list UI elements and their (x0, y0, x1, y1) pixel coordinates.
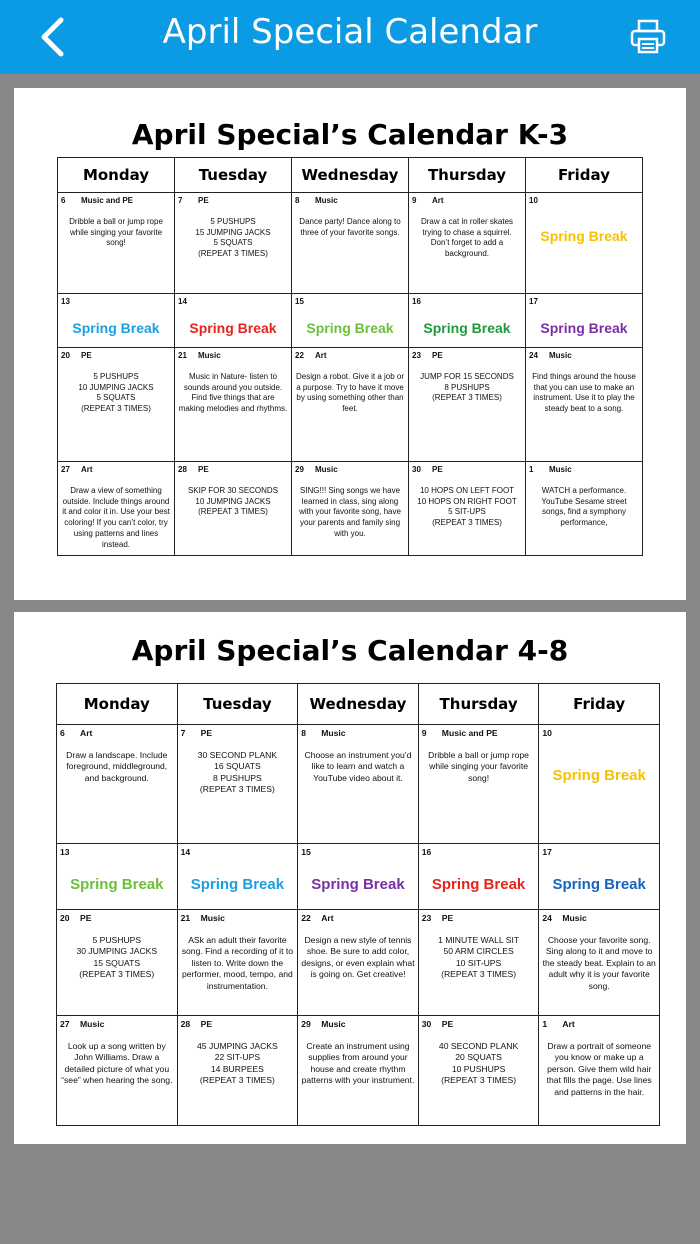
day-subject: Music (200, 913, 225, 923)
activity-text: Choose an instrument you’d like to learn and watch a YouTube video about it. (304, 749, 412, 783)
day-cell-header (542, 913, 656, 925)
day-subject: Art (80, 728, 93, 738)
day-subject: PE (441, 913, 454, 923)
day-cell-header (295, 297, 405, 308)
day-header: Friday (526, 158, 643, 193)
day-subject: Art (321, 913, 334, 923)
activity-text: Choose your favorite song. Sing along to it and move to the steady beat. Explain to an adult why it is your favorite song. (542, 934, 656, 991)
day-subject: PE (198, 196, 209, 205)
day-cell (58, 348, 175, 462)
day-subject: Music (562, 913, 587, 923)
day-number: 6 (61, 196, 66, 205)
day-cell (418, 910, 539, 1016)
calendar-table (56, 683, 660, 1126)
day-number: 15 (295, 297, 304, 306)
day-cell (177, 1016, 298, 1126)
week-row (57, 1016, 660, 1126)
day-number: 22 (301, 913, 311, 923)
day-number: 28 (180, 1019, 191, 1029)
day-cell-header (60, 847, 174, 859)
day-header: Monday (57, 684, 178, 725)
day-subject: Music and PE (81, 196, 134, 205)
day-cell-header (301, 913, 415, 925)
day-cell (539, 725, 660, 844)
day-cell-header (61, 196, 171, 207)
activity-text: 40 SECOND PLANK 20 SQUATS 10 PUSHUPS (REPEAT 3 TIMES) (438, 1040, 519, 1086)
day-subject: Art (432, 196, 444, 205)
day-number: 8 (301, 728, 306, 738)
spring-break-label: Spring Break (552, 766, 646, 784)
week-row (58, 193, 643, 294)
day-cell (292, 348, 409, 462)
day-cell-header (422, 1019, 536, 1031)
spring-break-label: Spring Break (540, 319, 628, 336)
day-header: Wednesday (292, 158, 409, 193)
day-number: 30 (421, 1019, 432, 1029)
spring-break-label: Spring Break (540, 227, 628, 244)
day-cell-header (301, 728, 415, 740)
day-cell (418, 844, 539, 910)
day-cell (418, 1016, 539, 1126)
day-number: 15 (301, 847, 311, 857)
day-number: 21 (180, 913, 191, 923)
day-header: Tuesday (175, 158, 292, 193)
day-number: 10 (529, 196, 538, 205)
day-cell-header (412, 465, 522, 476)
spring-break-label: Spring Break (189, 319, 277, 336)
day-subject: Art (562, 1019, 575, 1029)
week-row (57, 725, 660, 844)
day-number: 7 (178, 196, 183, 205)
activity-text: Draw a landscape. Include foreground, middleground, and background. (66, 749, 168, 783)
day-cell (57, 910, 178, 1016)
day-cell-header (60, 1019, 174, 1031)
day-cell (58, 462, 175, 556)
day-cell-header (178, 465, 288, 476)
activity-text: Dance party! Dance along to three of your favorite songs. (299, 216, 401, 237)
day-cell-header (60, 728, 174, 740)
day-cell (539, 844, 660, 910)
day-cell (298, 1016, 419, 1126)
day-cell (526, 294, 643, 348)
day-number: 27 (60, 1019, 70, 1029)
day-cell-header (181, 913, 295, 925)
day-cell (57, 725, 178, 844)
day-subject: Art (81, 465, 93, 474)
day-subject: PE (81, 351, 92, 360)
day-cell (177, 910, 298, 1016)
calendar-title: April Special’s Calendar K-3 (131, 118, 569, 151)
activity-text: Draw a portrait of someone you know or make up a person. Give them wild hair that fills the page. Use lines and patterns in the hair. (546, 1040, 652, 1097)
day-cell (58, 193, 175, 294)
day-number: 20 (60, 913, 70, 923)
day-header: Monday (58, 158, 175, 193)
day-cell-header (529, 297, 639, 308)
day-number: 16 (421, 847, 432, 857)
app-header (0, 0, 700, 74)
day-number: 1 (542, 1019, 548, 1029)
activity-text: Music in Nature- listen to sounds around you outside. Find five things that are making melodies and rhythms. (178, 371, 288, 414)
day-cell (58, 294, 175, 348)
day-subject: Music (315, 465, 338, 474)
day-cell (409, 462, 526, 556)
print-button[interactable] (624, 14, 672, 60)
day-cell-header (178, 297, 288, 308)
day-cell (409, 193, 526, 294)
activity-text: 5 PUSHUPS 30 JUMPING JACKS 15 SQUATS (REPEAT 3 TIMES) (76, 934, 158, 980)
day-number: 7 (180, 728, 186, 738)
day-number: 22 (295, 351, 304, 360)
day-cell (57, 844, 178, 910)
day-header: Thursday (418, 684, 539, 725)
calendar-page-4-8 (14, 612, 686, 1144)
day-cell (175, 294, 292, 348)
spring-break-label: Spring Break (423, 319, 511, 336)
day-number: 28 (178, 465, 187, 474)
day-cell-header (61, 465, 171, 476)
activity-text: Find things around the house that you can use to make an instrument. Use it to play the steady beat to a song. (532, 371, 636, 414)
day-cell (418, 725, 539, 844)
day-cell-header (178, 196, 288, 207)
day-cell (175, 462, 292, 556)
day-subject: PE (198, 465, 209, 474)
app-title: April Special Calendar (162, 12, 538, 52)
day-cell (539, 1016, 660, 1126)
day-cell-header (181, 847, 295, 859)
day-header: Tuesday (177, 684, 298, 725)
activity-text: 5 PUSHUPS 15 JUMPING JACKS 5 SQUATS (REPEAT 3 TIMES) (195, 216, 271, 259)
day-cell (526, 193, 643, 294)
activity-text: 10 HOPS ON LEFT FOOT 10 HOPS ON RIGHT FOOT 5 SIT-UPS (REPEAT 3 TIMES) (417, 485, 517, 528)
spring-break-label: Spring Break (72, 319, 160, 336)
day-number: 24 (529, 351, 538, 360)
day-cell-header (61, 297, 171, 308)
activity-text: Design a new style of tennis shoe. Be sure to add color, designs, or even explain what is going on. Get creative! (301, 934, 415, 980)
day-cell-header (178, 351, 288, 362)
day-cell (292, 294, 409, 348)
spring-break-label: Spring Break (190, 875, 285, 893)
day-subject: Art (315, 351, 327, 360)
day-number: 10 (542, 728, 552, 738)
day-number: 8 (295, 196, 300, 205)
day-cell-header (412, 196, 522, 207)
day-cell-header (412, 297, 522, 308)
day-subject: Music (80, 1019, 105, 1029)
day-number: 20 (61, 351, 70, 360)
spring-break-label: Spring Break (311, 875, 405, 893)
spring-break-label: Spring Break (70, 875, 164, 893)
day-subject: PE (441, 1019, 454, 1029)
day-subject: PE (432, 351, 443, 360)
week-row (58, 294, 643, 348)
day-subject: PE (432, 465, 443, 474)
day-cell (177, 844, 298, 910)
day-cell-header (529, 351, 639, 362)
activity-text: Design a robot. Give it a job or a purpose. Try to have it move by using something other than feet. (295, 371, 405, 414)
day-cell-header (422, 913, 536, 925)
day-cell-header (412, 351, 522, 362)
day-subject: Music (321, 1019, 346, 1029)
day-number: 23 (412, 351, 421, 360)
activity-text: Draw a cat in roller skates trying to chase a squirrel. Don’t forget to add a background. (420, 216, 514, 259)
day-subject: PE (80, 913, 92, 923)
day-cell-header (181, 728, 295, 740)
day-cell (175, 348, 292, 462)
calendar-table (57, 157, 643, 556)
activity-text: Look up a song written by John Williams. Draw a detailed picture of what you “see” when hearing the song. (61, 1040, 173, 1086)
day-number: 6 (60, 728, 65, 738)
calendar-page-k3 (14, 88, 686, 600)
spring-break-label: Spring Break (552, 875, 646, 893)
day-cell (175, 193, 292, 294)
day-subject: PE (200, 1019, 213, 1029)
day-number: 24 (542, 913, 552, 923)
day-number: 9 (421, 728, 427, 738)
day-subject: Music (549, 465, 572, 474)
day-number: 17 (542, 847, 552, 857)
day-number: 13 (60, 847, 70, 857)
day-number: 13 (61, 297, 70, 306)
day-cell-header (301, 847, 415, 859)
day-number: 16 (412, 297, 421, 306)
day-number: 14 (178, 297, 187, 306)
activity-text: 45 JUMPING JACKS 22 SIT-UPS 14 BURPEES (REPEAT 3 TIMES) (197, 1040, 278, 1086)
day-cell (177, 725, 298, 844)
day-cell-header (542, 728, 656, 740)
day-cell (409, 294, 526, 348)
printer-icon (630, 19, 666, 55)
activity-text: Dribble a ball or jump rope while singing your favorite song! (428, 749, 529, 783)
spring-break-label: Spring Break (306, 319, 394, 336)
day-cell-header (61, 351, 171, 362)
day-cell (526, 462, 643, 556)
week-row (58, 348, 643, 462)
day-cell-header (295, 196, 405, 207)
activity-text: ASk an adult their favorite song. Find a recording of it to listen to. Write down the performer, mood, tempo, and instrumentation. (181, 934, 294, 991)
day-cell (526, 348, 643, 462)
day-cell (298, 725, 419, 844)
day-number: 14 (180, 847, 191, 857)
day-header: Thursday (409, 158, 526, 193)
day-cell (409, 348, 526, 462)
day-cell (57, 1016, 178, 1126)
activity-text: SKIP FOR 30 SECONDS 10 JUMPING JACKS (REPEAT 3 TIMES) (187, 485, 279, 517)
day-cell-header (295, 465, 405, 476)
activity-text: Draw a view of something outside. Include things around it and color it in. Use your best coloring! If you can’t color, try using patterns and lines instead. (62, 485, 170, 549)
activity-text: JUMP FOR 15 SECONDS 8 PUSHUPS (REPEAT 3 TIMES) (420, 371, 514, 403)
day-subject: Music (549, 351, 572, 360)
day-header: Wednesday (298, 684, 419, 725)
day-cell-header (181, 1019, 295, 1031)
calendar-title: April Special’s Calendar 4-8 (131, 634, 569, 667)
activity-text: Dribble a ball or jump rope while singing your favorite song! (69, 216, 163, 248)
day-cell-header (422, 847, 536, 859)
day-number: 21 (178, 351, 187, 360)
week-row (57, 910, 660, 1016)
day-number: 23 (421, 913, 432, 923)
day-number: 30 (412, 465, 421, 474)
day-cell (292, 193, 409, 294)
day-subject: Music and PE (441, 728, 498, 738)
day-cell-header (60, 913, 174, 925)
day-subject: PE (200, 728, 213, 738)
day-header: Friday (539, 684, 660, 725)
day-cell (298, 844, 419, 910)
activity-text: WATCH a performance. YouTube Sesame street songs, find a symphony performance, (541, 485, 627, 528)
day-cell-header (542, 847, 656, 859)
day-number: 29 (301, 1019, 311, 1029)
day-cell (292, 462, 409, 556)
spring-break-label: Spring Break (431, 875, 526, 893)
day-cell-header (422, 728, 536, 740)
week-row (57, 844, 660, 910)
day-cell-header (542, 1019, 656, 1031)
day-header-row (57, 684, 660, 725)
day-header-row (58, 158, 643, 193)
day-number: 17 (529, 297, 538, 306)
day-cell (298, 910, 419, 1016)
activity-text: 30 SECOND PLANK 16 SQUATS 8 PUSHUPS (REPEAT 3 TIMES) (197, 749, 278, 795)
day-cell-header (529, 196, 639, 207)
day-cell-header (295, 351, 405, 362)
day-cell (539, 910, 660, 1016)
week-row (58, 462, 643, 556)
day-number: 1 (529, 465, 534, 474)
day-number: 29 (295, 465, 304, 474)
day-subject: Music (315, 196, 338, 205)
day-cell-header (301, 1019, 415, 1031)
day-subject: Music (321, 728, 346, 738)
day-number: 9 (412, 196, 417, 205)
day-subject: Music (198, 351, 221, 360)
activity-text: Create an instrument using supplies from around your house and create rhythm patterns with your instrument. (301, 1040, 415, 1086)
activity-text: 5 PUSHUPS 10 JUMPING JACKS 5 SQUATS (REPEAT 3 TIMES) (78, 371, 154, 414)
activity-text: SING!!! Sing songs we have learned in class, sing along with your favorite song, have your parents and family sing with you. (299, 485, 401, 538)
day-number: 27 (61, 465, 70, 474)
day-cell-header (529, 465, 639, 476)
activity-text: 1 MINUTE WALL SIT 50 ARM CIRCLES 10 SIT-UPS (REPEAT 3 TIMES) (438, 934, 520, 980)
